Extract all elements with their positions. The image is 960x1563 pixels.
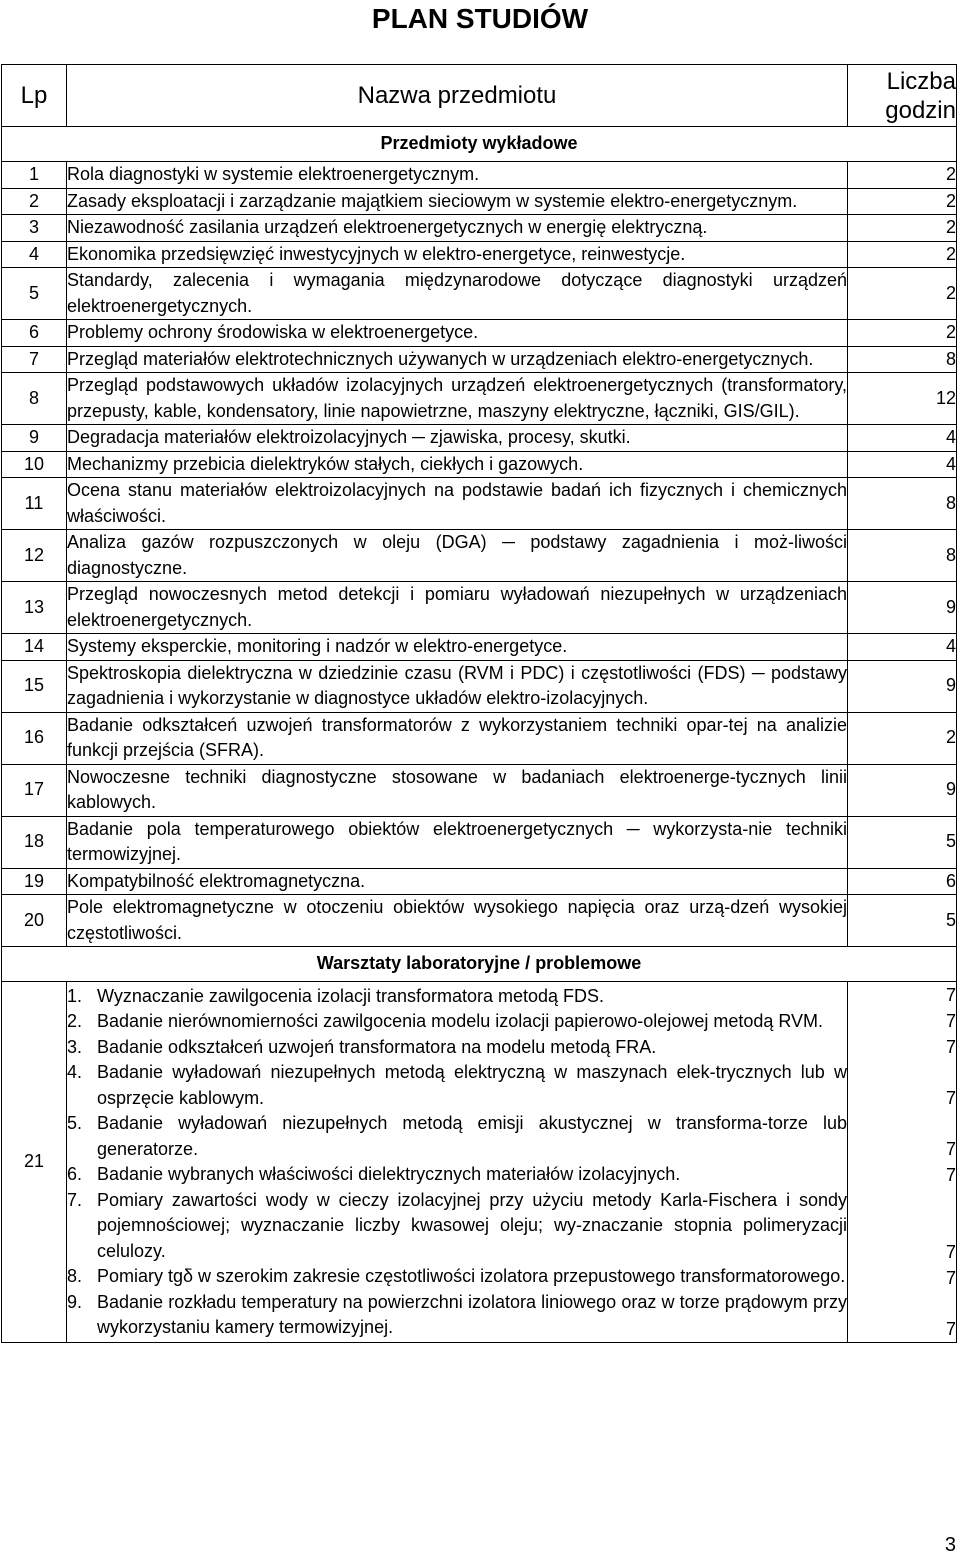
row-hours: 2 (848, 188, 957, 215)
table-row-labs (2, 982, 957, 1343)
row-subject-name: Przegląd materiałów elektrotechnicznych używanych w urządzeniach elektro-energetycznych. (67, 346, 848, 373)
row-subject-name: Degradacja materiałów elektroizolacyjnych ─ zjawiska, procesy, skutki. (67, 425, 848, 452)
table-row (2, 660, 957, 712)
list-item-number: 4. (67, 1062, 83, 1082)
list-item-hours: 7 (945, 1036, 956, 1057)
row-hours: 2 (848, 162, 957, 189)
page-title: PLAN STUDIÓW (371, 3, 589, 34)
list-item-hours: 7 (945, 1087, 956, 1108)
list-item (67, 1060, 847, 1111)
list-item-hours: 7 (945, 1010, 956, 1031)
row-lp: 16 (2, 712, 67, 764)
list-item-number: 9. (67, 1291, 83, 1312)
list-item-number: 2. (67, 1011, 83, 1031)
list-item-text: Badanie wybranych właściwości dielektrycznych materiałów izolacyjnych. (97, 1164, 681, 1184)
row-subject-name: Pole elektromagnetyczne w otoczeniu obiektów wysokiego napięcia oraz urzą-dzeń wysokiej częstotliwości. (67, 895, 848, 947)
table-row (2, 582, 957, 634)
list-item (67, 1264, 847, 1290)
list-item-hours: 7 (945, 1138, 956, 1159)
row-subject-name: Standardy, zalecenia i wymagania międzynarodowe dotyczące diagnostyki urządzeń elektroenergetycznych. (67, 268, 848, 320)
labs-list (67, 984, 847, 1341)
row-lp: 14 (2, 634, 67, 661)
row-lp: 2 (2, 188, 67, 215)
row-hours: 2 (848, 241, 957, 268)
row-lp: 11 (2, 478, 67, 530)
table-row (2, 868, 957, 895)
table-row (2, 320, 957, 347)
section-title-labs: Warsztaty laboratoryjne / problemowe (2, 947, 957, 982)
list-item-number: 3. (67, 1036, 83, 1057)
row-subject-name: Badanie pola temperaturowego obiektów elektroenergetycznych ─ wykorzysta-nie techniki termowizyjnej. (67, 816, 848, 868)
labs-hours-cell (848, 982, 957, 1343)
row-lp: 10 (2, 451, 67, 478)
row-lp: 7 (2, 346, 67, 373)
table-row (2, 346, 957, 373)
row-hours: 2 (848, 320, 957, 347)
list-item (67, 1290, 847, 1341)
row-subject-name: Problemy ochrony środowiska w elektroenergetyce. (67, 320, 848, 347)
row-subject-name: Spektroskopia dielektryczna w dziedzinie czasu (RVM i PDC) i częstotliwości (FDS) ─ podstawy zagadnienia i wykorzystanie w diagnostyce układów elektro-izolacyjnych. (67, 660, 848, 712)
labs-list-cell (67, 982, 848, 1343)
table-row (2, 764, 957, 816)
list-item (67, 1009, 847, 1035)
list-item (67, 1035, 847, 1061)
list-item-number: 6. (67, 1164, 83, 1184)
section-title-lectures: Przedmioty wykładowe (2, 127, 957, 162)
table-row (2, 425, 957, 452)
row-hours: 4 (848, 634, 957, 661)
row-lp: 8 (2, 373, 67, 425)
row-lp: 17 (2, 764, 67, 816)
header-hours: Liczba godzin (848, 65, 957, 127)
table-row (2, 215, 957, 242)
row-hours: 5 (848, 816, 957, 868)
row-lp: 6 (2, 320, 67, 347)
list-item-text: Pomiary zawartości wody w cieczy izolacyjnej przy użyciu metody Karla-Fischera i sondy pojemnościowej; wyznaczanie liczby kwasowej oleju; wy-znaczanie stopnia polimeryzacji celulozy. (97, 1189, 847, 1261)
row-hours: 8 (848, 346, 957, 373)
list-item-text: Pomiary tgδ w szerokim zakresie częstotliwości izolatora przepustowego transformatorowego. (97, 1266, 846, 1286)
list-item-hours: 7 (945, 1267, 956, 1288)
list-item-text: Badanie wyładowań niezupełnych metodą emisji akustycznej w transforma-torze lub generatorze. (97, 1113, 847, 1159)
row-subject-name: Niezawodność zasilania urządzeń elektroenergetycznych w energię elektryczną. (67, 215, 848, 242)
list-item-text: Badanie nierównomierności zawilgocenia modelu izolacji papierowo-olejowej metodą RVM. (97, 1011, 824, 1031)
list-item-number: 8. (67, 1266, 83, 1286)
row-lp: 15 (2, 660, 67, 712)
row-hours: 2 (848, 268, 957, 320)
row-hours: 9 (848, 582, 957, 634)
row-lp: 5 (2, 268, 67, 320)
row-subject-name: Przegląd nowoczesnych metod detekcji i pomiaru wyładowań niezupełnych w urządzeniach elektroenergetycznych. (67, 582, 848, 634)
table-row (2, 268, 957, 320)
row-subject-name: Kompatybilność elektromagnetyczna. (67, 868, 848, 895)
list-item-text: Badanie wyładowań niezupełnych metodą elektryczną w maszynach elek-trycznych lub w osprzęcie kablowym. (97, 1062, 847, 1108)
row-subject-name: Zasady eksploatacji i zarządzanie majątkiem sieciowym w systemie elektro-energetycznym. (67, 188, 848, 215)
row-subject-name: Mechanizmy przebicia dielektryków stałych, ciekłych i gazowych. (67, 451, 848, 478)
row-lp: 13 (2, 582, 67, 634)
row-hours: 4 (848, 451, 957, 478)
list-item (67, 1162, 847, 1188)
row-lp: 21 (2, 982, 67, 1343)
row-subject-name: Nowoczesne techniki diagnostyczne stosowane w badaniach elektroenerge-tycznych linii kablowych. (67, 764, 848, 816)
row-lp: 20 (2, 895, 67, 947)
table-row (2, 634, 957, 661)
table-row (2, 816, 957, 868)
list-item-text: Badanie odkształceń uzwojeń transformatora na modelu metodą FRA. (97, 1036, 657, 1057)
row-lp: 3 (2, 215, 67, 242)
list-item-hours: 7 (945, 1241, 956, 1262)
header-name: Nazwa przedmiotu (67, 65, 848, 127)
page-number: 3 (944, 1534, 956, 1556)
list-item-number: 5. (67, 1113, 83, 1133)
list-item-text: Wyznaczanie zawilgocenia izolacji transformatora metodą FDS. (97, 985, 605, 1006)
row-hours: 2 (848, 712, 957, 764)
table-row (2, 241, 957, 268)
row-hours: 4 (848, 425, 957, 452)
list-item (67, 1111, 847, 1162)
list-item (67, 984, 847, 1010)
row-subject-name: Ocena stanu materiałów elektroizolacyjnych na podstawie badań ich fizycznych i chemicznych właściwości. (67, 478, 848, 530)
list-item-hours: 7 (945, 1318, 956, 1339)
row-hours: 6 (848, 868, 957, 895)
list-item-text: Badanie rozkładu temperatury na powierzchni izolatora liniowego oraz w torze prądowym przy wykorzystaniu kamery termowizyjnej. (97, 1291, 847, 1337)
section-row-lectures (2, 127, 957, 162)
header-row (2, 65, 957, 127)
table-row (2, 162, 957, 189)
table-row (2, 188, 957, 215)
row-hours: 8 (848, 478, 957, 530)
table-row (2, 451, 957, 478)
list-item-hours: 7 (945, 984, 956, 1005)
table-row (2, 530, 957, 582)
list-item (67, 1188, 847, 1265)
table-row (2, 895, 957, 947)
table-row (2, 478, 957, 530)
row-lp: 9 (2, 425, 67, 452)
row-hours: 12 (848, 373, 957, 425)
row-subject-name: Rola diagnostyki w systemie elektroenergetycznym. (67, 162, 848, 189)
list-item-number: 7. (67, 1189, 83, 1210)
row-hours: 9 (848, 660, 957, 712)
row-lp: 4 (2, 241, 67, 268)
row-hours: 9 (848, 764, 957, 816)
study-plan-table (1, 64, 957, 1343)
row-subject-name: Przegląd podstawowych układów izolacyjnych urządzeń elektroenergetycznych (transformatory, przepusty, kable, kondensatory, linie napowietrzne, maszyny elektryczne, łączniki, GIS/GIL). (67, 373, 848, 425)
row-lp: 19 (2, 868, 67, 895)
section-row-labs (2, 947, 957, 982)
row-hours: 2 (848, 215, 957, 242)
row-subject-name: Systemy eksperckie, monitoring i nadzór w elektro-energetyce. (67, 634, 848, 661)
row-lp: 1 (2, 162, 67, 189)
row-hours: 5 (848, 895, 957, 947)
row-subject-name: Analiza gazów rozpuszczonych w oleju (DGA) ─ podstawy zagadnienia i moż-liwości diagnostyczne. (67, 530, 848, 582)
row-lp: 18 (2, 816, 67, 868)
row-subject-name: Ekonomika przedsięwzięć inwestycyjnych w elektro-energetyce, reinwestycje. (67, 241, 848, 268)
row-lp: 12 (2, 530, 67, 582)
row-hours: 8 (848, 530, 957, 582)
list-item-hours: 7 (945, 1164, 956, 1185)
list-item-number: 1. (67, 985, 83, 1006)
row-subject-name: Badanie odkształceń uzwojeń transformatorów z wykorzystaniem techniki opar-tej na analizie funkcji przejścia (SFRA). (67, 712, 848, 764)
table-row (2, 712, 957, 764)
table-row (2, 373, 957, 425)
header-lp: Lp (2, 65, 67, 127)
